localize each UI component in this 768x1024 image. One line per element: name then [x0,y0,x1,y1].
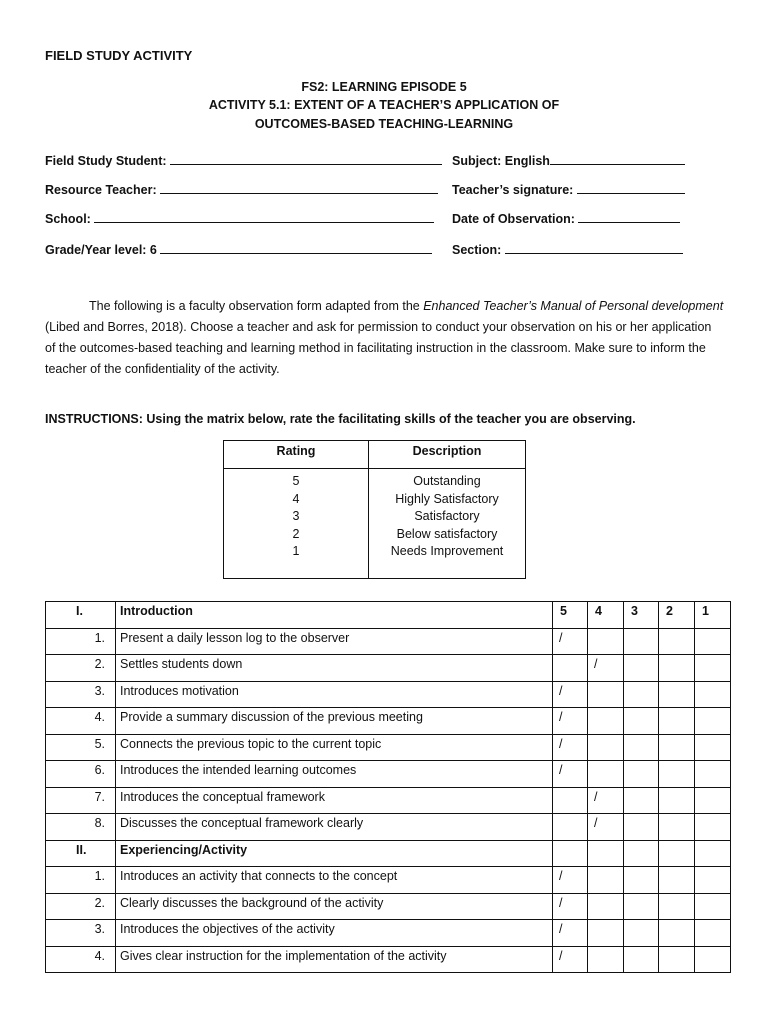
rating-checkbox-4[interactable]: / [588,814,624,841]
rating-checkbox-1[interactable] [695,946,731,973]
section-roman: II. [46,840,116,867]
criterion-row [46,920,731,947]
rating-checkbox-5[interactable]: / [553,761,588,788]
rating-checkbox-4[interactable] [588,681,624,708]
rating-header: Rating [224,441,369,469]
field-study-student-label: Field Study Student: [45,154,167,168]
rating-checkbox-4[interactable] [588,867,624,894]
rating-checkbox-3[interactable] [624,787,659,814]
rating-description: Satisfactory [414,509,480,523]
rating-checkbox-5[interactable]: / [553,708,588,735]
criterion-number: 8. [46,814,116,841]
date-of-observation-label: Date of Observation: [452,212,575,226]
rating-description: Needs Improvement [390,544,504,558]
score-header-cell: 3 [624,602,659,629]
criterion-number: 3. [46,681,116,708]
criterion-row [46,867,731,894]
score-header-cell: 1 [695,602,731,629]
rating-checkbox-3[interactable] [624,893,659,920]
rating-checkbox-1[interactable] [695,734,731,761]
rating-value: 5 [292,474,300,488]
date-of-observation-blank[interactable] [578,211,680,223]
section-title: Introduction [116,602,553,629]
rating-checkbox-2[interactable] [659,655,695,682]
criterion-text: Clearly discusses the background of the activity [116,893,553,920]
criterion-text: Introduces motivation [116,681,553,708]
rating-checkbox-1[interactable] [695,920,731,947]
instructions [45,412,636,426]
resource-teacher-label: Resource Teacher: [45,183,157,197]
section-label: Section: [452,243,502,257]
rating-checkbox-4[interactable] [588,893,624,920]
rating-checkbox-2[interactable] [659,893,695,920]
rating-checkbox-1[interactable] [695,787,731,814]
rating-checkbox-1[interactable] [695,628,731,655]
intro-text-1: The following is a faculty observation form adapted from the [89,299,424,313]
rating-checkbox-4[interactable] [588,946,624,973]
criterion-row [46,681,731,708]
description-header: Description [369,441,526,469]
score-header-cell: 5 [553,602,588,629]
rating-checkbox-1[interactable] [695,655,731,682]
rating-checkbox-3[interactable] [624,814,659,841]
rating-checkbox-4[interactable] [588,761,624,788]
rating-checkbox-3[interactable] [624,734,659,761]
school-label: School: [45,212,91,226]
rating-checkbox-2[interactable] [659,920,695,947]
rating-checkbox-5[interactable]: / [553,946,588,973]
rating-checkbox-3[interactable] [624,681,659,708]
criterion-text: Introduces an activity that connects to the concept [116,867,553,894]
rating-checkbox-2[interactable] [659,814,695,841]
criterion-row [46,708,731,735]
rating-value: 2 [292,526,300,541]
score-header-cell [659,840,695,867]
section-field[interactable] [452,242,683,257]
criterion-row [46,734,731,761]
resource-teacher-blank[interactable] [160,182,438,194]
score-header-cell: 2 [659,602,695,629]
rating-checkbox-2[interactable] [659,681,695,708]
criterion-row [46,946,731,973]
rating-checkbox-4[interactable] [588,628,624,655]
rating-checkbox-2[interactable] [659,787,695,814]
rating-checkbox-4[interactable]: / [588,655,624,682]
grade-year-level-blank[interactable] [160,242,432,254]
criterion-number: 1. [46,867,116,894]
rating-checkbox-1[interactable] [695,681,731,708]
section-header-row [46,840,731,867]
rating-checkbox-5[interactable] [553,787,588,814]
rating-checkbox-2[interactable] [659,708,695,735]
field-study-student-blank[interactable] [170,153,442,165]
subject-label: Subject: English [452,154,550,168]
rating-checkbox-2[interactable] [659,628,695,655]
criterion-row [46,628,731,655]
rating-values-cell [224,469,369,579]
criterion-text: Introduces the intended learning outcomes [116,761,553,788]
title-line-episode: FS2: LEARNING EPISODE 5 [301,80,467,94]
field-study-student-field[interactable] [45,153,442,168]
criterion-text: Gives clear instruction for the implementation of the activity [116,946,553,973]
intro-paragraph [45,296,725,380]
subject-blank[interactable] [550,153,685,165]
criterion-number: 4. [46,708,116,735]
score-header-cell [588,840,624,867]
rating-checkbox-3[interactable] [624,920,659,947]
criterion-number: 3. [46,920,116,947]
subject-field[interactable] [452,153,685,168]
score-header-cell [553,840,588,867]
date-of-observation-field[interactable] [452,211,680,226]
criterion-text: Introduces the conceptual framework [116,787,553,814]
title-line-activity: ACTIVITY 5.1: EXTENT OF A TEACHER’S APPLICATION OF [208,98,560,112]
observation-matrix [45,601,731,973]
rating-checkbox-2[interactable] [659,761,695,788]
grade-year-level-label: Grade/Year level: 6 [45,243,157,257]
rating-checkbox-3[interactable] [624,708,659,735]
rating-checkbox-3[interactable] [624,628,659,655]
teacher-signature-blank[interactable] [577,182,685,194]
rating-checkbox-5[interactable]: / [553,734,588,761]
rating-value: 3 [292,509,300,523]
instructions-text: INSTRUCTIONS: Using the matrix below, rate the facilitating skills of the teacher you are observing. [45,412,636,426]
criterion-number: 4. [46,946,116,973]
rating-value: 4 [292,491,300,506]
resource-teacher-field[interactable] [45,182,438,197]
rating-checkbox-5[interactable] [553,655,588,682]
rating-checkbox-2[interactable] [659,867,695,894]
criterion-number: 2. [46,893,116,920]
rating-checkbox-5[interactable]: / [553,867,588,894]
rating-checkbox-3[interactable] [624,761,659,788]
section-blank[interactable] [505,242,683,254]
rating-description: Below satisfactory [396,526,498,541]
rating-scale-table [223,440,526,579]
rating-checkbox-5[interactable]: / [553,628,588,655]
criterion-text: Introduces the objectives of the activity [116,920,553,947]
score-header-cell [695,840,731,867]
grade-year-level-field[interactable] [45,242,432,257]
rating-checkbox-5[interactable]: / [553,681,588,708]
rating-checkbox-3[interactable] [624,655,659,682]
document-heading: FIELD STUDY ACTIVITY [45,48,193,63]
rating-checkbox-5[interactable] [553,814,588,841]
rating-checkbox-4[interactable] [588,920,624,947]
section-header-row [46,602,731,629]
rating-checkbox-2[interactable] [659,734,695,761]
title-line-obtl: OUTCOMES-BASED TEACHING-LEARNING [254,117,514,131]
teacher-signature-field[interactable] [452,182,685,197]
criterion-row [46,761,731,788]
criterion-text: Present a daily lesson log to the observer [116,628,553,655]
criterion-row [46,655,731,682]
intro-text-2: (Libed and Borres, 2018). Choose a teacher and ask for permission to conduct your observation on his or her application of the outcomes-based teaching and learning method in facilitating instruction in the classroom. Make sure to inform the teacher of the confidentiality of the activity. [45,320,712,376]
score-header-cell: 4 [588,602,624,629]
rating-description: Highly Satisfactory [395,491,499,506]
school-field[interactable] [45,211,434,226]
rating-checkbox-1[interactable] [695,708,731,735]
criterion-text: Discusses the conceptual framework clearly [116,814,553,841]
criterion-row [46,814,731,841]
criterion-row [46,787,731,814]
rating-checkbox-5[interactable]: / [553,920,588,947]
intro-source-title: Enhanced Teacher’s Manual of Personal development [423,299,724,313]
rating-checkbox-3[interactable] [624,867,659,894]
rating-checkbox-3[interactable] [624,946,659,973]
rating-checkbox-1[interactable] [695,814,731,841]
score-header-cell [624,840,659,867]
criterion-number: 7. [46,787,116,814]
rating-checkbox-1[interactable] [695,867,731,894]
criterion-text: Connects the previous topic to the current topic [116,734,553,761]
rating-checkbox-4[interactable] [588,734,624,761]
criterion-number: 2. [46,655,116,682]
teacher-signature-label: Teacher’s signature: [452,183,574,197]
rating-description: Outstanding [413,474,481,488]
section-title: Experiencing/Activity [116,840,553,867]
rating-checkbox-1[interactable] [695,893,731,920]
rating-checkbox-4[interactable]: / [588,787,624,814]
criterion-number: 5. [46,734,116,761]
criterion-number: 6. [46,761,116,788]
criterion-text: Provide a summary discussion of the previous meeting [116,708,553,735]
section-roman: I. [46,602,116,629]
rating-checkbox-1[interactable] [695,761,731,788]
school-blank[interactable] [94,211,434,223]
criterion-row [46,893,731,920]
rating-checkbox-4[interactable] [588,708,624,735]
criterion-text: Settles students down [116,655,553,682]
criterion-number: 1. [46,628,116,655]
rating-checkbox-2[interactable] [659,946,695,973]
rating-value: 1 [292,544,300,558]
rating-descriptions-cell [369,469,526,579]
rating-checkbox-5[interactable]: / [553,893,588,920]
